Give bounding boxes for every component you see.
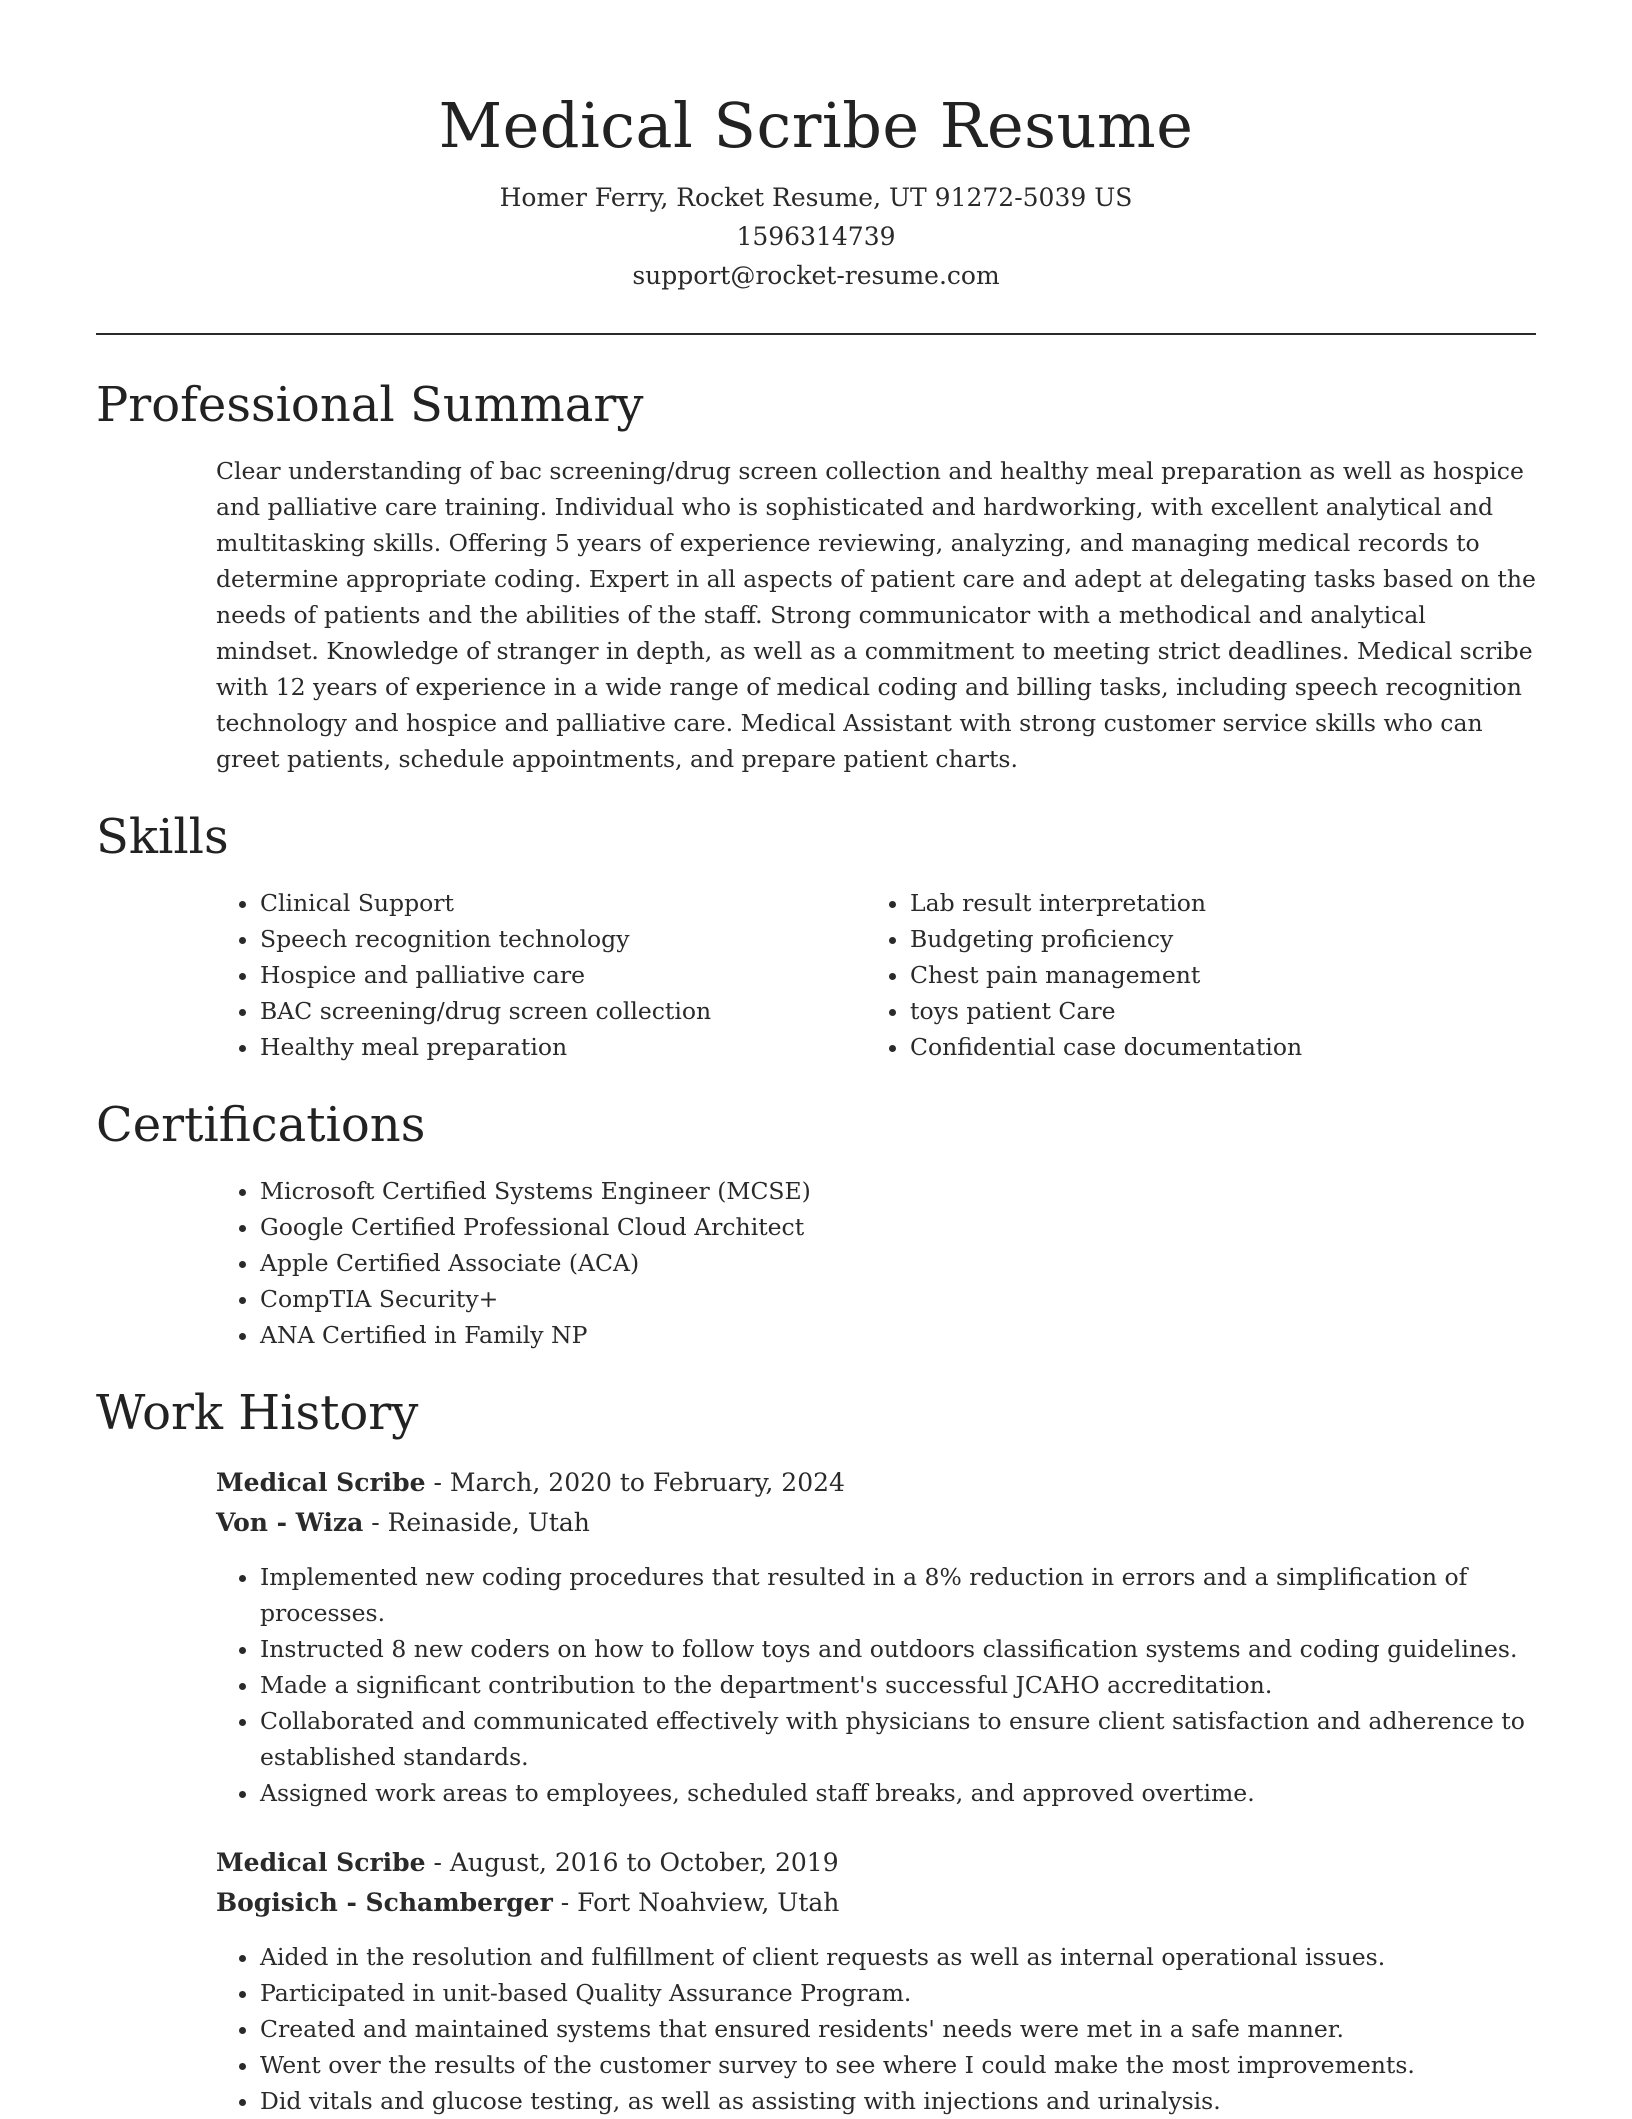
job-company-line bbox=[216, 1503, 1536, 1543]
job-bullets bbox=[216, 1559, 1536, 1811]
job-bullet: • Participated in unit-based Quality Assurance Program. bbox=[260, 1975, 1536, 2011]
summary-heading: Professional Summary bbox=[96, 377, 644, 433]
contact-email: support@rocket-resume.com bbox=[632, 261, 1000, 290]
job-bullet-list bbox=[216, 1559, 1536, 1811]
job-bullet: • Aided in the resolution and fulfillment of client requests as well as internal operational issues. bbox=[260, 1939, 1536, 1975]
job-bullet: • Did vitals and glucose testing, as well as assisting with injections and urinalysis. bbox=[260, 2083, 1536, 2119]
job-location: - Reinaside, Utah bbox=[363, 1508, 590, 1537]
skill-item: • Speech recognition technology bbox=[260, 921, 866, 957]
skill-item: • BAC screening/drug screen collection bbox=[260, 993, 866, 1029]
skills-list-right bbox=[866, 885, 1516, 1065]
skill-item: • toys patient Care bbox=[910, 993, 1516, 1029]
skill-item: • Chest pain management bbox=[910, 957, 1516, 993]
skills-heading: Skills bbox=[96, 809, 229, 865]
work-history-heading: Work History bbox=[96, 1385, 419, 1441]
job-entry bbox=[216, 1843, 1536, 2119]
work-history-section bbox=[96, 1381, 1536, 2119]
job-company: Bogisich - Schamberger bbox=[216, 1888, 553, 1917]
skill-item: • Hospice and palliative care bbox=[260, 957, 866, 993]
certification-item: • Apple Certified Associate (ACA) bbox=[260, 1245, 1536, 1281]
job-bullet: • Collaborated and communicated effectively with physicians to ensure client satisfaction and adherence to established standards. bbox=[260, 1703, 1536, 1775]
job-bullets bbox=[216, 1939, 1536, 2119]
job-bullet: • Assigned work areas to employees, scheduled staff breaks, and approved overtime. bbox=[260, 1775, 1536, 1811]
resume-title: Medical Scribe Resume bbox=[438, 89, 1194, 162]
header-divider bbox=[96, 333, 1536, 335]
certification-item: • ANA Certified in Family NP bbox=[260, 1317, 1536, 1353]
certifications-heading: Certifications bbox=[96, 1097, 426, 1153]
skills-grid bbox=[216, 885, 1536, 1065]
job-bullet: • Made a significant contribution to the department's successful JCAHO accreditation. bbox=[260, 1667, 1536, 1703]
certifications-section bbox=[96, 1093, 1536, 1353]
job-bullet: • Created and maintained systems that ensured residents' needs were met in a safe manner. bbox=[260, 2011, 1536, 2047]
job-dates: - August, 2016 to October, 2019 bbox=[425, 1848, 839, 1877]
certifications-block bbox=[216, 1173, 1536, 1353]
job-bullet-list bbox=[216, 1939, 1536, 2119]
skill-item: • Lab result interpretation bbox=[910, 885, 1516, 921]
skills-column-left bbox=[216, 885, 866, 1065]
skills-list-left bbox=[216, 885, 866, 1065]
job-bullet: • Implemented new coding procedures that resulted in a 8% reduction in errors and a simplification of processes. bbox=[260, 1559, 1536, 1631]
job-company-line bbox=[216, 1883, 1536, 1923]
job-role: Medical Scribe bbox=[216, 1848, 426, 1877]
skill-item: • Confidential case documentation bbox=[910, 1029, 1516, 1065]
job-bullet: • Instructed 8 new coders on how to follow toys and outdoors classification systems and coding guidelines. bbox=[260, 1631, 1536, 1667]
certifications-list bbox=[216, 1173, 1536, 1353]
summary-section bbox=[96, 373, 1536, 777]
skill-item: • Clinical Support bbox=[260, 885, 866, 921]
job-role: Medical Scribe bbox=[216, 1468, 426, 1497]
contact-phone: 1596314739 bbox=[736, 222, 896, 251]
skill-item: • Budgeting proficiency bbox=[910, 921, 1516, 957]
resume-header bbox=[96, 0, 1536, 295]
job-title-line bbox=[216, 1843, 1536, 1883]
skills-column-right bbox=[866, 885, 1516, 1065]
resume-page bbox=[96, 0, 1536, 2119]
summary-text: Clear understanding of bac screening/drug screen collection and healthy meal preparation as well as hospice and palliative care training. Individual who is sophisticated and hardworking, with excellent analytical and multitasking skills. Offering 5 years of experience reviewing, analyzing, and managing medical records to determine appropriate coding. Expert in all aspects of patient care and adept at delegating tasks based on the needs of patients and the abilities of the staff. Strong communicator with a methodical and analytical mindset. Knowledge of stranger in depth, as well as a commitment to meeting strict deadlines. Medical scribe with 12 years of experience in a wide range of medical coding and billing tasks, including speech recognition technology and hospice and palliative care. Medical Assistant with strong customer service skills who can greet patients, schedule appointments, and prepare patient charts. bbox=[216, 457, 1536, 773]
contact-block bbox=[96, 178, 1536, 295]
contact-address: Homer Ferry, Rocket Resume, UT 91272-5039 US bbox=[499, 183, 1133, 212]
job-company: Von - Wiza bbox=[216, 1508, 364, 1537]
skill-item: • Healthy meal preparation bbox=[260, 1029, 866, 1065]
job-entry bbox=[216, 1463, 1536, 1811]
certification-item: • Microsoft Certified Systems Engineer (MCSE) bbox=[260, 1173, 1536, 1209]
job-title-line bbox=[216, 1463, 1536, 1503]
job-dates: - March, 2020 to February, 2024 bbox=[425, 1468, 845, 1497]
certification-item: • CompTIA Security+ bbox=[260, 1281, 1536, 1317]
job-location: - Fort Noahview, Utah bbox=[552, 1888, 840, 1917]
skills-section bbox=[96, 805, 1536, 1065]
job-bullet: • Went over the results of the customer survey to see where I could make the most improvements. bbox=[260, 2047, 1536, 2083]
certification-item: • Google Certified Professional Cloud Architect bbox=[260, 1209, 1536, 1245]
